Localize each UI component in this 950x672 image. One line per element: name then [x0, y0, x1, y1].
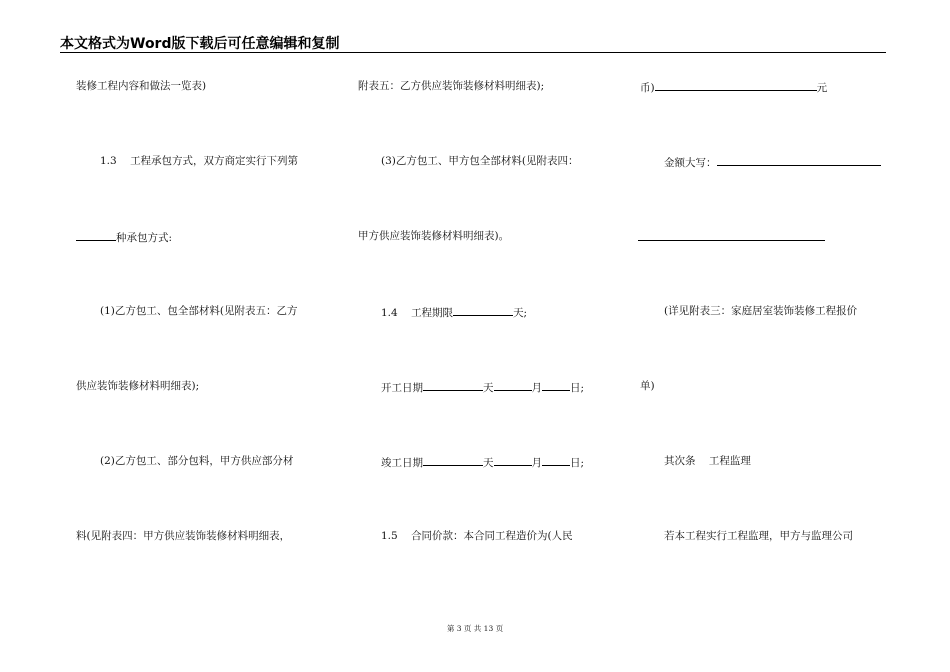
section-number: 1.5 — [381, 530, 398, 542]
col1-line-4: (1)乙方包工、包全部材料(见附表五：乙方 — [100, 305, 298, 317]
fill-blank — [494, 379, 532, 391]
col2-line-2: (3)乙方包工、甲方包全部材料(见附表四： — [381, 155, 579, 167]
unit-text: 日; — [570, 457, 585, 469]
end-date-label: 竣工日期 — [381, 457, 423, 469]
col1-line-3 — [76, 229, 172, 245]
page-header-title: 本文格式为Word版下载后可任意编辑和复制 — [60, 36, 340, 52]
section-number: 1.4 — [381, 307, 398, 319]
unit-text: 元 — [816, 82, 828, 94]
col3-line-6 — [664, 454, 751, 468]
col2-line-1: 附表五：乙方供应装饰装修材料明细表); — [358, 80, 545, 92]
fill-blank — [423, 379, 483, 391]
unit-text: 天; — [513, 307, 528, 319]
unit-text: 天 — [483, 382, 494, 394]
col1-line-2 — [100, 154, 298, 168]
fill-blank — [638, 229, 825, 241]
start-date-label: 开工日期 — [381, 382, 423, 394]
col3-line-1 — [640, 79, 827, 95]
col1-line-6: (2)乙方包工、部分包料，甲方供应部分材 — [100, 455, 294, 467]
col1-line-7: 料(见附表四：甲方供应装饰装修材料明细表， — [76, 530, 291, 542]
col2-line-7 — [381, 529, 573, 543]
col3-line-2 — [664, 154, 881, 170]
unit-text: 日; — [570, 382, 585, 394]
fill-blank — [655, 79, 817, 91]
col3-line-3 — [638, 229, 825, 245]
fill-blank — [453, 304, 513, 316]
header-rule — [60, 52, 886, 53]
fill-blank — [76, 229, 116, 241]
col3-line-5: 单) — [640, 380, 655, 392]
article-number: 其次条 — [664, 455, 696, 467]
page-footer: 第 3 页 共 13 页 — [446, 624, 504, 633]
unit-text: 月 — [531, 457, 542, 469]
line-text: 种承包方式: — [116, 232, 173, 244]
col1-line-5: 供应装饰装修材料明细表); — [76, 380, 200, 392]
fill-blank — [494, 454, 532, 466]
col2-line-4 — [381, 304, 527, 320]
col3-line-4: (详见附表三：家庭居室装饰装修工程报价 — [664, 305, 858, 317]
fill-blank — [717, 154, 881, 166]
section-text: 工程承包方式，双方商定实行下列第 — [130, 155, 299, 167]
article-title: 工程监理 — [708, 455, 751, 467]
fill-blank — [542, 454, 570, 466]
col1-line-1: 装修工程内容和做法一览表) — [76, 80, 207, 92]
term-label: 工程期限 — [411, 307, 454, 319]
unit-text: 天 — [483, 457, 494, 469]
fill-blank — [423, 454, 483, 466]
col2-line-6 — [381, 454, 584, 470]
col3-line-7: 若本工程实行工程监理，甲方与监理公司 — [664, 530, 853, 542]
unit-text: 月 — [531, 382, 542, 394]
col2-line-5 — [381, 379, 584, 395]
section-number: 1.3 — [100, 155, 117, 167]
amount-words-label: 金额大写： — [664, 157, 717, 169]
fill-blank — [542, 379, 570, 391]
col2-line-3: 甲方供应装饰装修材料明细表)。 — [358, 230, 510, 242]
section-text: 合同价款：本合同工程造价为(人民 — [411, 530, 573, 542]
line-text: 币) — [640, 82, 655, 94]
